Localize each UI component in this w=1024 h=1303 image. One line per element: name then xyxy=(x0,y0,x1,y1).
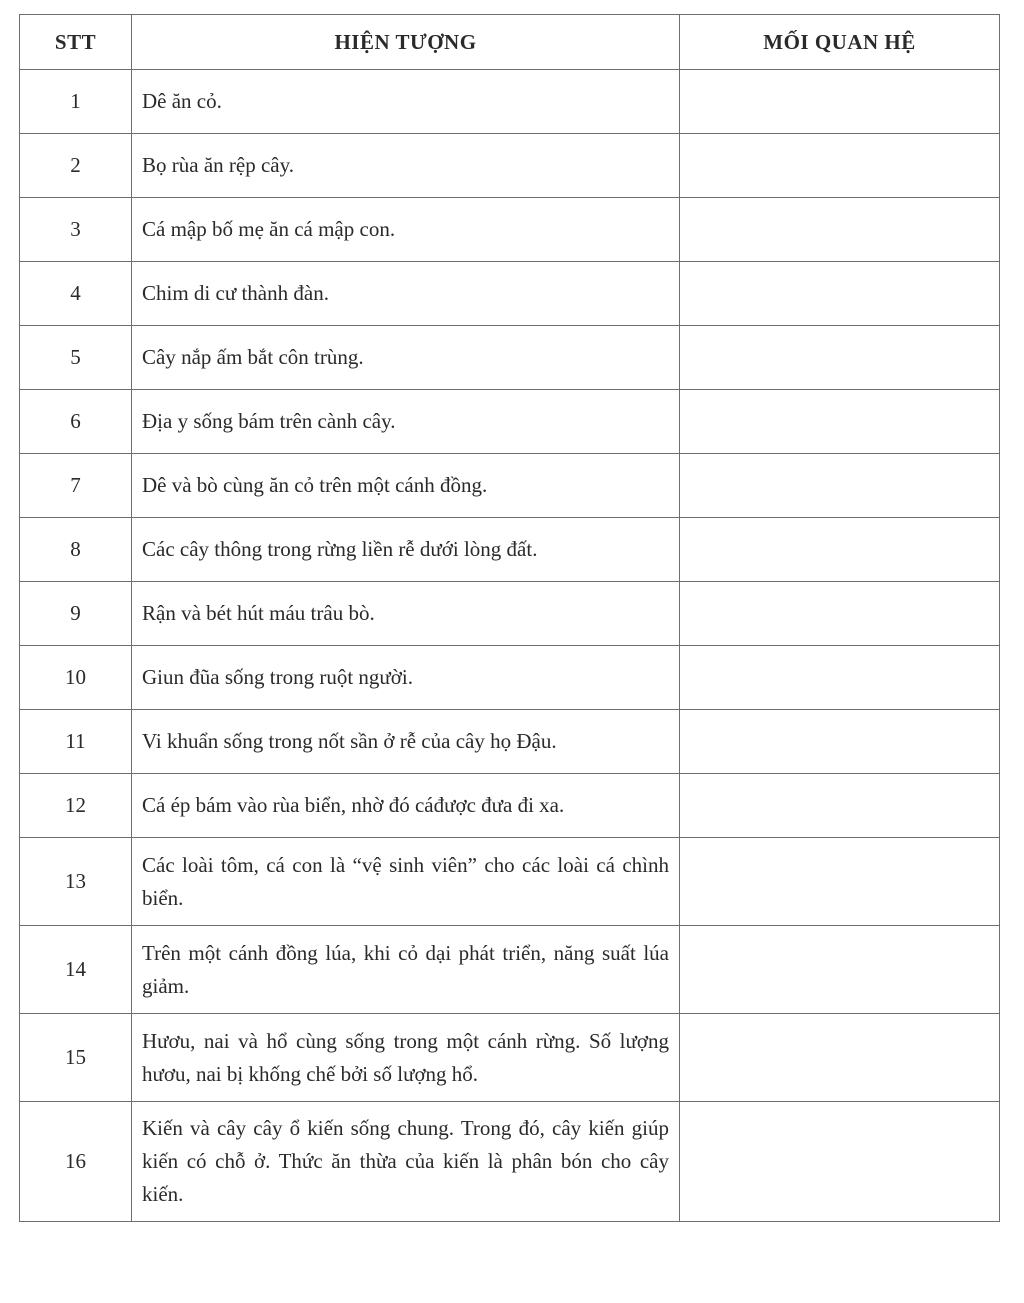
row-number: 8 xyxy=(20,518,132,582)
table-row xyxy=(20,774,1000,838)
relation-cell[interactable] xyxy=(680,262,1000,326)
row-number: 3 xyxy=(20,198,132,262)
phenomenon-cell: Cây nắp ấm bắt côn trùng. xyxy=(132,326,680,390)
table-row xyxy=(20,838,1000,926)
table-row xyxy=(20,582,1000,646)
table-row xyxy=(20,1102,1000,1222)
table-row xyxy=(20,262,1000,326)
table-row xyxy=(20,70,1000,134)
row-number: 15 xyxy=(20,1014,132,1102)
row-number: 9 xyxy=(20,582,132,646)
phenomenon-cell: Cá mập bố mẹ ăn cá mập con. xyxy=(132,198,680,262)
phenomenon-cell: Chim di cư thành đàn. xyxy=(132,262,680,326)
phenomenon-cell: Các cây thông trong rừng liền rễ dưới lòng đất. xyxy=(132,518,680,582)
relation-cell[interactable] xyxy=(680,1014,1000,1102)
table-row xyxy=(20,134,1000,198)
row-number: 6 xyxy=(20,390,132,454)
header-relation: MỐI QUAN HỆ xyxy=(680,15,1000,70)
phenomenon-cell: Địa y sống bám trên cành cây. xyxy=(132,390,680,454)
table-row xyxy=(20,710,1000,774)
phenomenon-cell: Bọ rùa ăn rệp cây. xyxy=(132,134,680,198)
header-phenomenon: HIỆN TƯỢNG xyxy=(132,15,680,70)
relation-cell[interactable] xyxy=(680,326,1000,390)
table-row xyxy=(20,390,1000,454)
row-number: 12 xyxy=(20,774,132,838)
relation-cell[interactable] xyxy=(680,1102,1000,1222)
phenomenon-cell: Vi khuẩn sống trong nốt sần ở rễ của cây họ Đậu. xyxy=(132,710,680,774)
relationship-table xyxy=(19,14,1000,1222)
relation-cell[interactable] xyxy=(680,70,1000,134)
row-number: 1 xyxy=(20,70,132,134)
row-number: 10 xyxy=(20,646,132,710)
phenomenon-cell: Trên một cánh đồng lúa, khi cỏ dại phát triển, năng suất lúa giảm. xyxy=(132,926,680,1014)
relation-cell[interactable] xyxy=(680,838,1000,926)
relation-cell[interactable] xyxy=(680,926,1000,1014)
phenomenon-cell: Dê ăn cỏ. xyxy=(132,70,680,134)
relation-cell[interactable] xyxy=(680,582,1000,646)
table-row xyxy=(20,198,1000,262)
relation-cell[interactable] xyxy=(680,646,1000,710)
table-row xyxy=(20,1014,1000,1102)
phenomenon-cell: Dê và bò cùng ăn cỏ trên một cánh đồng. xyxy=(132,454,680,518)
row-number: 14 xyxy=(20,926,132,1014)
table-header-row xyxy=(20,15,1000,70)
relation-cell[interactable] xyxy=(680,518,1000,582)
phenomenon-cell: Giun đũa sống trong ruột người. xyxy=(132,646,680,710)
relation-cell[interactable] xyxy=(680,454,1000,518)
relation-cell[interactable] xyxy=(680,710,1000,774)
phenomenon-cell: Cá ép bám vào rùa biển, nhờ đó cáđược đưa đi xa. xyxy=(132,774,680,838)
row-number: 5 xyxy=(20,326,132,390)
row-number: 11 xyxy=(20,710,132,774)
row-number: 4 xyxy=(20,262,132,326)
phenomenon-cell: Hươu, nai và hổ cùng sống trong một cánh rừng. Số lượng hươu, nai bị khống chế bởi số lượng hổ. xyxy=(132,1014,680,1102)
table-row xyxy=(20,926,1000,1014)
header-stt: STT xyxy=(20,15,132,70)
table-row xyxy=(20,646,1000,710)
row-number: 16 xyxy=(20,1102,132,1222)
phenomenon-cell: Rận và bét hút máu trâu bò. xyxy=(132,582,680,646)
row-number: 7 xyxy=(20,454,132,518)
row-number: 13 xyxy=(20,838,132,926)
relation-cell[interactable] xyxy=(680,198,1000,262)
relation-cell[interactable] xyxy=(680,390,1000,454)
table-row xyxy=(20,518,1000,582)
relation-cell[interactable] xyxy=(680,134,1000,198)
phenomenon-cell: Các loài tôm, cá con là “vệ sinh viên” cho các loài cá chình biển. xyxy=(132,838,680,926)
table-row xyxy=(20,326,1000,390)
relation-cell[interactable] xyxy=(680,774,1000,838)
table-row xyxy=(20,454,1000,518)
phenomenon-cell: Kiến và cây cây ổ kiến sống chung. Trong đó, cây kiến giúp kiến có chỗ ở. Thức ăn thừa của kiến là phân bón cho cây kiến. xyxy=(132,1102,680,1222)
row-number: 2 xyxy=(20,134,132,198)
